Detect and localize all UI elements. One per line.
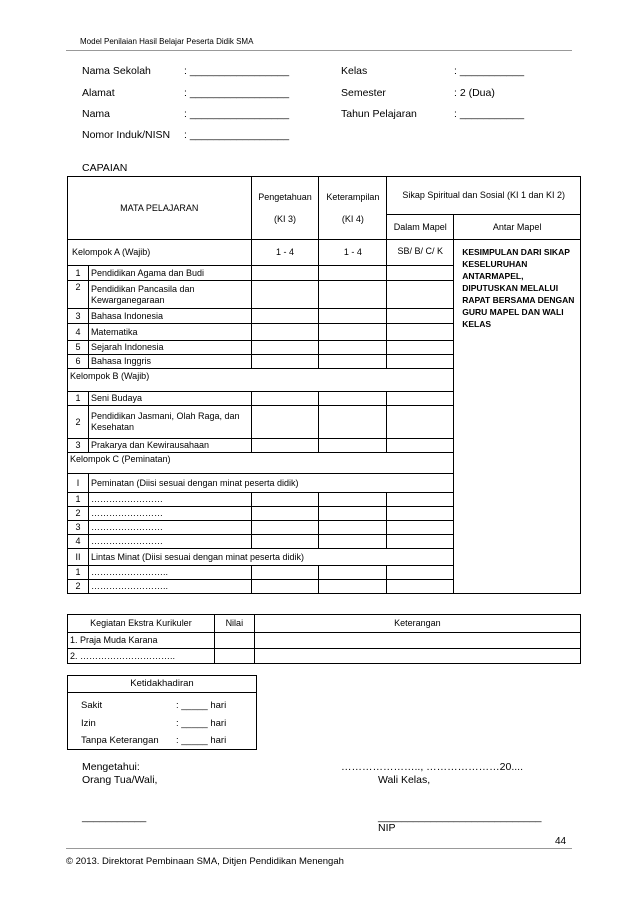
cell-ki4[interactable] — [319, 566, 387, 580]
ketidakhadiran-title: Ketidakhadiran — [68, 676, 256, 693]
cell-ki3[interactable] — [251, 355, 319, 369]
label-kelas: Kelas — [341, 65, 368, 77]
row-no: 1 — [68, 493, 89, 507]
ekstra-item: 1. Praja Muda Karana — [68, 633, 215, 649]
row-no: 3 — [68, 439, 89, 453]
group-b-label: Kelompok B (Wajib) — [68, 369, 454, 392]
cell-nilai[interactable] — [214, 649, 254, 664]
cell-keterangan[interactable] — [254, 633, 580, 649]
cell-ki3[interactable] — [251, 493, 319, 507]
cell-sikap[interactable] — [387, 535, 454, 549]
mengetahui-label: Mengetahui: — [82, 761, 140, 773]
footer-copyright: © 2013. Direktorat Pembinaan SMA, Ditjen Pendidikan Menengah — [66, 856, 344, 867]
row-no: 4 — [68, 535, 89, 549]
subject-name: Prakarya dan Kewirausahaan — [88, 439, 251, 453]
row-no: 2 — [68, 580, 89, 594]
subject-name: Bahasa Indonesia — [88, 309, 251, 324]
group-c-label: Kelompok C (Peminatan) — [68, 453, 454, 474]
group-a-label: Kelompok A (Wajib) — [68, 240, 252, 266]
value-semester: : 2 (Dua) — [454, 87, 495, 99]
cell-ki3[interactable] — [251, 566, 319, 580]
wali-kelas-label: Wali Kelas, — [378, 774, 431, 786]
cell-sikap[interactable] — [387, 580, 454, 594]
subject-name: Pendidikan Agama dan Budi — [88, 266, 251, 281]
subject-name: …………………….. — [88, 566, 251, 580]
cell-sikap[interactable] — [387, 324, 454, 341]
cell-ki4[interactable] — [319, 535, 387, 549]
group-a-range-ki3: 1 - 4 — [251, 240, 319, 266]
subject-name: Sejarah Indonesia — [88, 341, 251, 355]
cell-ki3[interactable] — [251, 266, 319, 281]
subject-name: Pendidikan Pancasila dan Kewarganegaraan — [88, 281, 251, 309]
row-no: 1 — [68, 392, 89, 406]
cell-sikap[interactable] — [387, 406, 454, 439]
cell-ki4[interactable] — [319, 281, 387, 309]
row-no: 1 — [68, 266, 89, 281]
antar-mapel-note: KESIMPULAN DARI SIKAP KESELURUHAN ANTARMAPEL, DIPUTUSKAN MELALUI RAPAT BERSAMA DENGAN GURU MAPEL DAN WALI KELAS — [454, 240, 581, 594]
cell-ki3[interactable] — [251, 309, 319, 324]
cell-ki3[interactable] — [251, 521, 319, 535]
cell-ki4[interactable] — [319, 309, 387, 324]
subject-name: …………………… — [88, 493, 251, 507]
peminatan-label: Peminatan (Diisi sesuai dengan minat peserta didik) — [88, 474, 453, 493]
cell-ki4[interactable] — [319, 507, 387, 521]
row-no: 3 — [68, 521, 89, 535]
col-sikap: Sikap Spiritual dan Sosial (KI 1 dan KI 2) — [387, 177, 581, 215]
orang-tua-signature-line: ___________ — [82, 811, 147, 823]
value-tahun: : ___________ — [454, 108, 525, 120]
value-sakit: : _____ hari — [176, 700, 227, 711]
label-nisn: Nomor Induk/NISN — [82, 129, 171, 141]
col-ekstra: Kegiatan Ekstra Kurikuler — [68, 615, 215, 633]
nip-label: NIP — [378, 822, 396, 834]
cell-ki3[interactable] — [251, 507, 319, 521]
label-sakit: Sakit — [81, 700, 103, 711]
col-keterangan: Keterangan — [254, 615, 580, 633]
header-divider — [66, 50, 572, 51]
cell-sikap[interactable] — [387, 392, 454, 406]
value-kelas: : ___________ — [454, 65, 525, 77]
page-header-title: Model Penilaian Hasil Belajar Peserta Didik SMA — [80, 37, 254, 46]
cell-sikap[interactable] — [387, 521, 454, 535]
row-no: 2 — [68, 507, 89, 521]
cell-sikap[interactable] — [387, 266, 454, 281]
row-no: 2 — [68, 281, 89, 309]
cell-nilai[interactable] — [214, 633, 254, 649]
label-tahun: Tahun Pelajaran — [341, 108, 417, 120]
col-pengetahuan: Pengetahuan (KI 3) — [251, 177, 319, 240]
cell-sikap[interactable] — [387, 355, 454, 369]
label-tanpa-keterangan: Tanpa Keterangan — [81, 735, 159, 746]
value-izin: : _____ hari — [176, 718, 227, 729]
capaian-title: CAPAIAN — [82, 162, 128, 174]
cell-sikap[interactable] — [387, 341, 454, 355]
wali-kelas-signature-line: ____________________________ — [378, 811, 542, 823]
cell-ki4[interactable] — [319, 355, 387, 369]
group-a-sb-scale: SB/ B/ C/ K — [387, 240, 454, 266]
cell-sikap[interactable] — [387, 493, 454, 507]
label-semester: Semester — [341, 87, 386, 99]
row-no: 5 — [68, 341, 89, 355]
value-alamat: : _________________ — [184, 87, 290, 99]
cell-ki3[interactable] — [251, 535, 319, 549]
subject-name: Bahasa Inggris — [88, 355, 251, 369]
col-dalam-mapel: Dalam Mapel — [387, 215, 454, 240]
cell-ki4[interactable] — [319, 439, 387, 453]
cell-ki4[interactable] — [319, 324, 387, 341]
row-no: 6 — [68, 355, 89, 369]
row-no: II — [68, 549, 89, 566]
cell-ki4[interactable] — [319, 580, 387, 594]
value-tanpa-keterangan: : _____ hari — [176, 735, 227, 746]
cell-sikap[interactable] — [387, 566, 454, 580]
subject-name: …………………….. — [88, 580, 251, 594]
cell-ki4[interactable] — [319, 266, 387, 281]
subject-name: …………………… — [88, 507, 251, 521]
group-a-range-ki4: 1 - 4 — [319, 240, 387, 266]
cell-ki4[interactable] — [319, 341, 387, 355]
cell-ki4[interactable] — [319, 521, 387, 535]
place-date: ………………….., …………………20.... — [341, 761, 524, 773]
cell-ki3[interactable] — [251, 341, 319, 355]
cell-ki3[interactable] — [251, 324, 319, 341]
orang-tua-label: Orang Tua/Wali, — [82, 774, 158, 786]
label-alamat: Alamat — [82, 87, 115, 99]
ekstra-table — [67, 614, 581, 664]
page-number: 44 — [555, 836, 567, 847]
row-no: 1 — [68, 566, 89, 580]
cell-ki3[interactable] — [251, 392, 319, 406]
subject-name: …………………… — [88, 521, 251, 535]
label-nama-sekolah: Nama Sekolah — [82, 65, 151, 77]
row-no: I — [68, 474, 89, 493]
cell-sikap[interactable] — [387, 507, 454, 521]
capaian-table — [67, 176, 581, 594]
ekstra-item: 2. ………………………….. — [68, 649, 215, 664]
row-no: 2 — [68, 406, 89, 439]
cell-sikap[interactable] — [387, 439, 454, 453]
cell-sikap[interactable] — [387, 281, 454, 309]
footer-divider — [66, 848, 572, 849]
subject-name: Pendidikan Jasmani, Olah Raga, dan Kesehatan — [88, 406, 251, 439]
row-no: 3 — [68, 309, 89, 324]
subject-name: Seni Budaya — [88, 392, 251, 406]
cell-ki3[interactable] — [251, 406, 319, 439]
subject-name: …………………… — [88, 535, 251, 549]
cell-ki3[interactable] — [251, 281, 319, 309]
ketidakhadiran-box — [67, 675, 257, 750]
cell-ki4[interactable] — [319, 493, 387, 507]
col-antar-mapel: Antar Mapel — [454, 215, 581, 240]
label-izin: Izin — [81, 718, 96, 729]
col-mata-pelajaran: MATA PELAJARAN — [68, 177, 252, 240]
cell-ki4[interactable] — [319, 392, 387, 406]
subject-name: Matematika — [88, 324, 251, 341]
col-nilai: Nilai — [214, 615, 254, 633]
cell-sikap[interactable] — [387, 309, 454, 324]
value-nama: : _________________ — [184, 108, 290, 120]
cell-ki3[interactable] — [251, 580, 319, 594]
value-nama-sekolah: : _________________ — [184, 65, 290, 77]
cell-ki4[interactable] — [319, 406, 387, 439]
cell-keterangan[interactable] — [254, 649, 580, 664]
value-nisn: : _________________ — [184, 129, 290, 141]
label-nama: Nama — [82, 108, 111, 120]
row-no: 4 — [68, 324, 89, 341]
cell-ki3[interactable] — [251, 439, 319, 453]
lintas-minat-label: Lintas Minat (Diisi sesuai dengan minat peserta didik) — [88, 549, 453, 566]
col-keterampilan: Keterampilan (KI 4) — [319, 177, 387, 240]
